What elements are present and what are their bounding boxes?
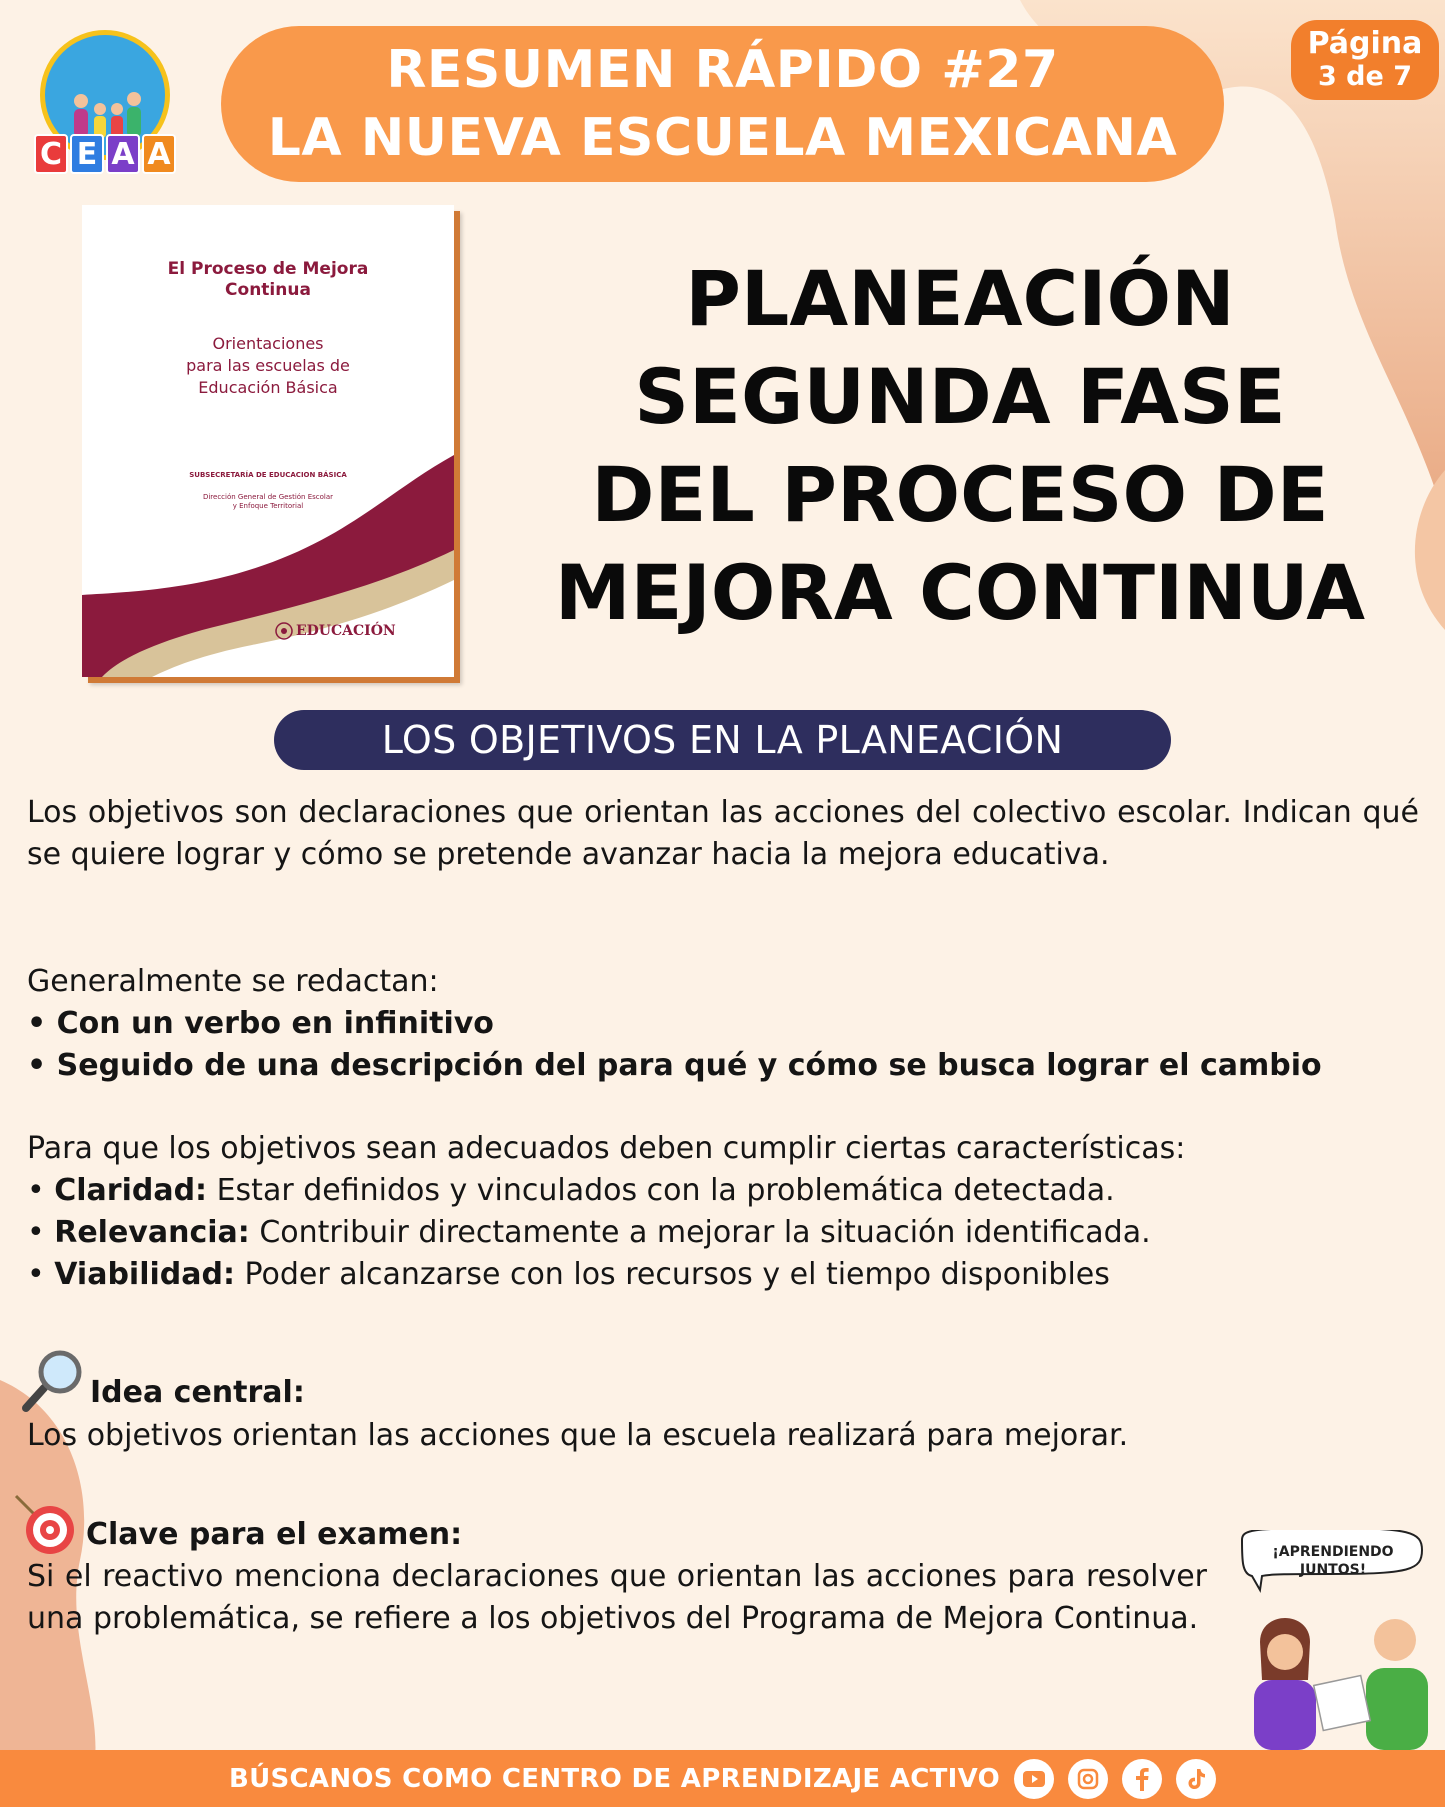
central-idea-title: Idea central: xyxy=(90,1375,305,1410)
book-direction-line-1: Dirección General de Gestión Escolar xyxy=(202,493,334,501)
logo-letter-c: C xyxy=(34,134,68,174)
footer-text: BÚSCANOS COMO CENTRO DE APRENDIZAJE ACTIVO xyxy=(228,1763,1001,1794)
exam-key-text: Si el reactivo menciona declaraciones que orientan las acciones para resolver una problemática, se refiere a los objetivos del Programa de Mejora Continua. xyxy=(27,1559,1207,1636)
page-badge-label: Página xyxy=(1307,26,1423,61)
logo-letters xyxy=(26,134,184,176)
redaction-bullet-2: • Seguido de una descripción del para qué y cómo se busca lograr el cambio xyxy=(27,1048,1322,1083)
characteristic-item: • Relevancia: Contribuir directamente a mejorar la situación identificada. xyxy=(27,1215,1151,1250)
book-subtitle-line-1: Orientaciones xyxy=(212,334,324,353)
characteristic-desc: Estar definidos y vinculados con la problemática detectada. xyxy=(216,1173,1115,1208)
target-icon xyxy=(14,1494,76,1556)
book-brand: EDUCACIÓN xyxy=(296,623,396,639)
book-title xyxy=(82,259,454,301)
instagram-icon[interactable] xyxy=(1068,1759,1108,1799)
intro-paragraph: Los objetivos son declaraciones que orientan las acciones del colectivo escolar. Indican qué se quiere lograr y cómo se pretende avanzar hacia la mejora educativa. xyxy=(27,795,1419,872)
book-title-line-2: Continua xyxy=(225,280,311,300)
characteristic-item: • Viabilidad: Poder alcanzarse con los recursos y el tiempo disponibles xyxy=(27,1257,1110,1292)
characteristic-term: Relevancia: xyxy=(54,1215,250,1250)
exam-key-title: Clave para el examen: xyxy=(86,1517,463,1552)
main-title-line-4: MEJORA CONTINUA xyxy=(554,548,1366,637)
main-title-line-2: SEGUNDA FASE xyxy=(634,352,1286,441)
central-idea-text: Los objetivos orientan las acciones que la escuela realizará para mejorar. xyxy=(27,1418,1129,1453)
section-heading: LOS OBJETIVOS EN LA PLANEACIÓN xyxy=(274,710,1171,770)
page-badge-value: 3 de 7 xyxy=(1317,61,1412,92)
ceaa-logo xyxy=(26,30,184,180)
book-cover xyxy=(82,205,454,677)
seal-icon xyxy=(274,621,294,641)
header-banner xyxy=(221,26,1224,182)
header-line-2: LA NUEVA ESCUELA MEXICANA xyxy=(267,108,1178,168)
book-wave-graphic xyxy=(82,455,454,677)
characteristic-term: Viabilidad: xyxy=(54,1257,235,1292)
redaction-bullet-2-text: Seguido de una descripción del para qué y cómo se busca lograr el cambio xyxy=(56,1048,1322,1083)
redaction-bullet-1-text: Con un verbo en infinitivo xyxy=(56,1006,494,1041)
characteristic-desc: Poder alcanzarse con los recursos y el tiempo disponibles xyxy=(244,1257,1110,1292)
book-direction-line-2: y Enfoque Territorial xyxy=(232,502,304,510)
characteristics-block xyxy=(27,1128,1437,1296)
redaction-block xyxy=(27,961,1419,1087)
book-subtitle-line-2: para las escuelas de xyxy=(186,356,350,375)
book-subtitle-line-3: Educación Básica xyxy=(198,378,338,397)
redaction-bullet-1: • Con un verbo en infinitivo xyxy=(27,1006,494,1041)
logo-letter-a2: A xyxy=(142,134,176,174)
bubble-line-1: ¡APRENDIENDO xyxy=(1272,1544,1394,1560)
tiktok-icon[interactable] xyxy=(1176,1759,1216,1799)
youtube-icon[interactable] xyxy=(1014,1759,1054,1799)
characteristic-desc: Contribuir directamente a mejorar la situación identificada. xyxy=(259,1215,1151,1250)
main-title xyxy=(500,250,1420,642)
characteristic-term: Claridad: xyxy=(54,1173,208,1208)
footer-bar xyxy=(0,1750,1445,1807)
book-secretariat: SUBSECRETARÍA DE EDUCACION BÁSICA xyxy=(189,471,347,479)
mascot-speech-bubble xyxy=(1248,1543,1418,1579)
header-line-1: RESUMEN RÁPIDO #27 xyxy=(386,40,1059,100)
main-title-line-1: PLANEACIÓN xyxy=(685,254,1235,343)
book-title-line-1: El Proceso de Mejora xyxy=(167,259,369,279)
book-subtitle xyxy=(82,333,454,399)
characteristic-item: • Claridad: Estar definidos y vinculados con la problemática detectada. xyxy=(27,1173,1115,1208)
characteristics-lead: Para que los objetivos sean adecuados deben cumplir ciertas características: xyxy=(27,1131,1186,1166)
logo-letter-e: E xyxy=(70,134,104,174)
logo-letter-a1: A xyxy=(106,134,140,174)
facebook-icon[interactable] xyxy=(1122,1759,1162,1799)
magnifying-glass-icon xyxy=(20,1348,86,1414)
redaction-lead: Generalmente se redactan: xyxy=(27,964,439,999)
bubble-line-2: JUNTOS! xyxy=(1299,1562,1367,1578)
main-title-line-3: DEL PROCESO DE xyxy=(591,450,1329,539)
page-number-badge xyxy=(1291,20,1439,100)
